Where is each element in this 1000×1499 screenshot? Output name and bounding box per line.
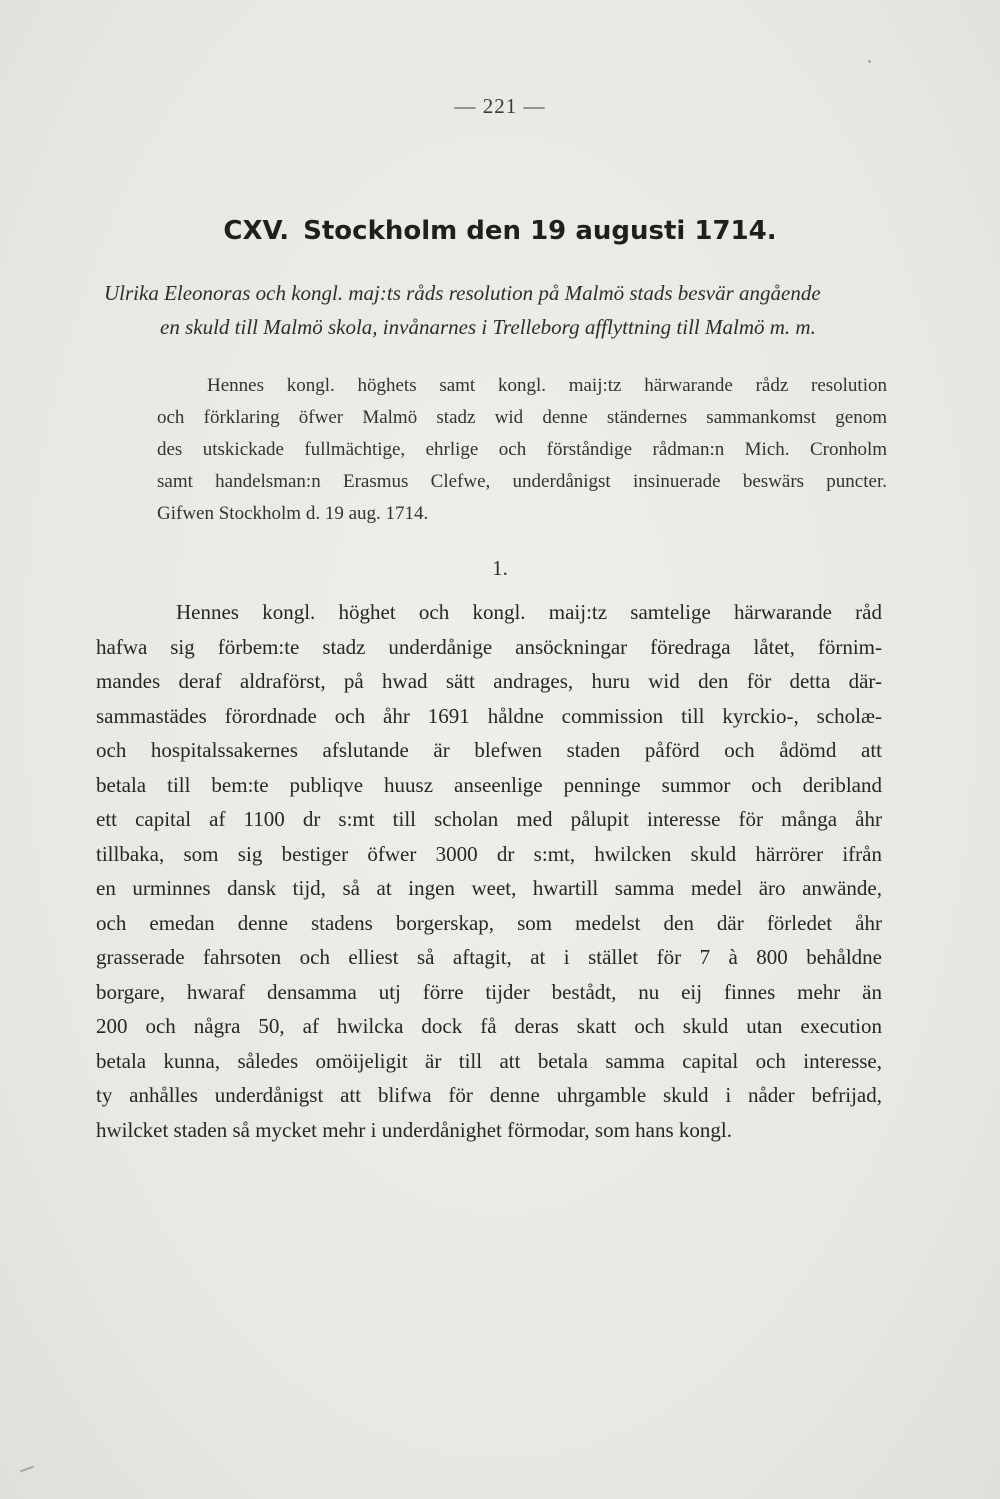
body-line: borgare, hwaraf densamma utj förre tijder bestådt, nu eij finnes mehr än <box>96 979 882 1004</box>
body-paragraph <box>96 595 882 1147</box>
body-line: och hospitalssakernes afslutande är blefwen staden påförd och ådömd att <box>96 738 882 762</box>
body-line: hwilcket staden så mycket mehr i underdånighet förmodar, som hans kongl. <box>96 1117 732 1142</box>
body-line: ett capital af 1100 dr s:mt till scholan med pålupit interesse för många åhr <box>96 807 882 831</box>
document-numeral: CXV. <box>223 216 290 246</box>
margin-speck <box>20 1466 34 1473</box>
body-line: hafwa sig förbem:te stadz underdånige ansöckningar föredraga låtet, förnim- <box>96 634 882 659</box>
intro-paragraph <box>157 370 887 530</box>
page-number: — 221 — <box>454 94 546 118</box>
document-title: Stockholm den 19 augusti 1714. <box>303 216 777 246</box>
body-line: mandes deraf aldraförst, på hwad sätt andrages, huru wid den för detta där- <box>96 669 882 693</box>
document-heading <box>0 216 1000 246</box>
body-line: ty anhålles underdånigst att blifwa för denne uhrgamble skuld i nåder befrijad, <box>96 1083 882 1107</box>
body-line: en urminnes dansk tijd, så at ingen weet, hwartill samma medel äro anwände, <box>96 876 882 900</box>
intro-line: Hennes kongl. höghets samt kongl. maij:tz härwarande rådz resolution <box>207 375 887 396</box>
document-summary <box>104 276 904 344</box>
intro-line: Gifwen Stockholm d. 19 aug. 1714. <box>157 503 429 524</box>
intro-line: samt handelsman:n Erasmus Clefwe, underdånigst insinuerade beswärs puncter. <box>157 471 887 492</box>
intro-line: och förklaring öfwer Malmö stadz wid denne ständernes sammankomst genom <box>157 407 887 428</box>
intro-line: des utskickade fullmächtige, ehrlige och förståndige rådman:n Mich. Cronholm <box>157 439 887 460</box>
body-line: 200 och några 50, af hwilcka dock få deras skatt och skuld utan execution <box>96 1014 882 1038</box>
summary-line: Ulrika Eleonoras och kongl. maj:ts råds resolution på Malmö stads besvär angående <box>104 281 821 305</box>
body-line: tillbaka, som sig bestiger öfwer 3000 dr s:mt, hwilcken skuld härrörer ifrån <box>96 841 882 866</box>
body-line: sammastädes förordnade och åhr 1691 håldne commission till kyrckio-, scholæ- <box>96 703 882 728</box>
body-line: grasserade fahrsoten och elliest så aftagit, at i stället för 7 à 800 behåldne <box>96 945 882 969</box>
margin-speck <box>868 60 871 63</box>
summary-line: en skuld till Malmö skola, invånarnes i Trelleborg afflyttning till Malmö m. m. <box>160 315 816 339</box>
section-number: 1. <box>492 556 508 580</box>
body-line: och emedan denne stadens borgerskap, som medelst den där förledet åhr <box>96 910 882 935</box>
body-line: betala till bem:te publiqve huusz anseenlige penninge summor och deribland <box>96 772 882 797</box>
body-line: betala kunna, således omöijeligit är till att betala samma capital och interesse, <box>96 1048 882 1073</box>
body-line: Hennes kongl. höghet och kongl. maij:tz samtelige härwarande råd <box>176 600 882 624</box>
